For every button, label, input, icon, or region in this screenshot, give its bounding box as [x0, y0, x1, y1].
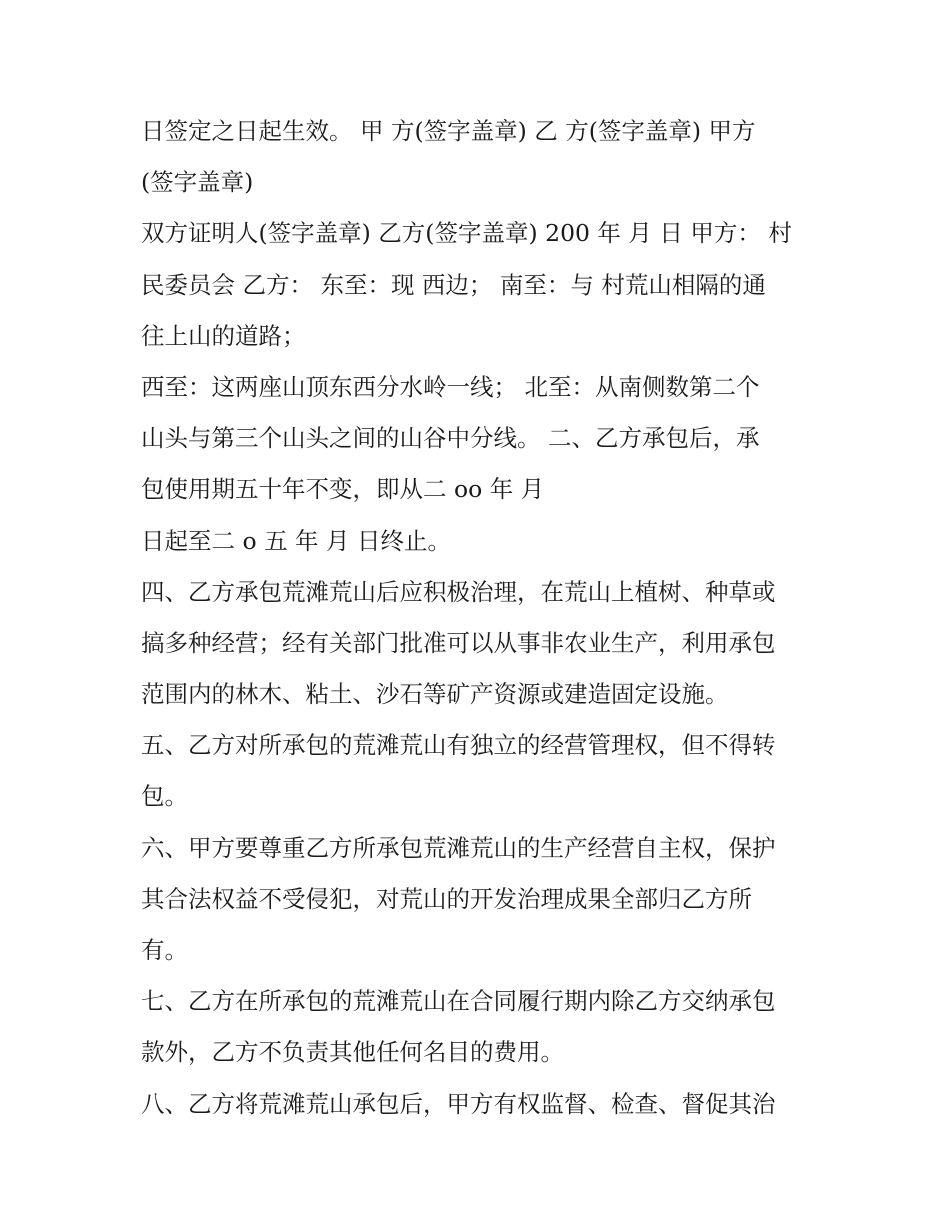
text-line: 日签定之日起生效。 甲 方(签字盖章) 乙 方(签字盖章) 甲方 — [141, 117, 756, 145]
text-line: 往上山的道路； — [141, 321, 306, 350]
text-line: 日起至二 o 五 年 月 日终止。 — [141, 526, 451, 555]
text-line: 西至：这两座山顶东西分水岭一线； 北至：从南侧数第二个 — [141, 372, 760, 401]
text-line: 搞多种经营；经有关部门批准可以从事非农业生产，利用承包 — [141, 628, 776, 657]
text-line: 七、乙方在所承包的荒滩荒山在合同履行期内除乙方交纳承包 — [141, 987, 776, 1016]
text-line: 包使用期五十年不变，即从二 oo 年 月 — [141, 475, 545, 504]
text-line: 六、甲方要尊重乙方所承包荒滩荒山的生产经营自主权，保护 — [141, 833, 776, 862]
contract-text — [141, 110, 817, 1134]
text-line: 有。 — [141, 936, 188, 964]
text-line: 双方证明人(签字盖章) 乙方(签字盖章) 200 年 月 日 甲方： 村 — [141, 219, 792, 248]
text-line: 民委员会 乙方： 东至：现 西边； 南至：与 村荒山相隔的通 — [141, 270, 766, 299]
text-line: (签字盖章) — [141, 168, 254, 197]
text-line: 四、乙方承包荒滩荒山后应积极治理，在荒山上植树、种草或 — [141, 577, 776, 606]
text-line: 五、乙方对所承包的荒滩荒山有独立的经营管理权，但不得转 — [141, 731, 776, 760]
text-line: 范围内的林木、粘土、沙石等矿产资源或建造固定设施。 — [141, 680, 729, 709]
text-line: 款外，乙方不负责其他任何名目的费用。 — [141, 1038, 564, 1067]
text-line: 包。 — [141, 782, 188, 811]
text-line: 山头与第三个山头之间的山谷中分线。 二、乙方承包后，承 — [141, 424, 760, 453]
text-line: 其合法权益不受侵犯，对荒山的开发治理成果全部归乙方所 — [141, 884, 752, 913]
text-line: 八、乙方将荒滩荒山承包后，甲方有权监督、检查、督促其治 — [141, 1089, 776, 1118]
